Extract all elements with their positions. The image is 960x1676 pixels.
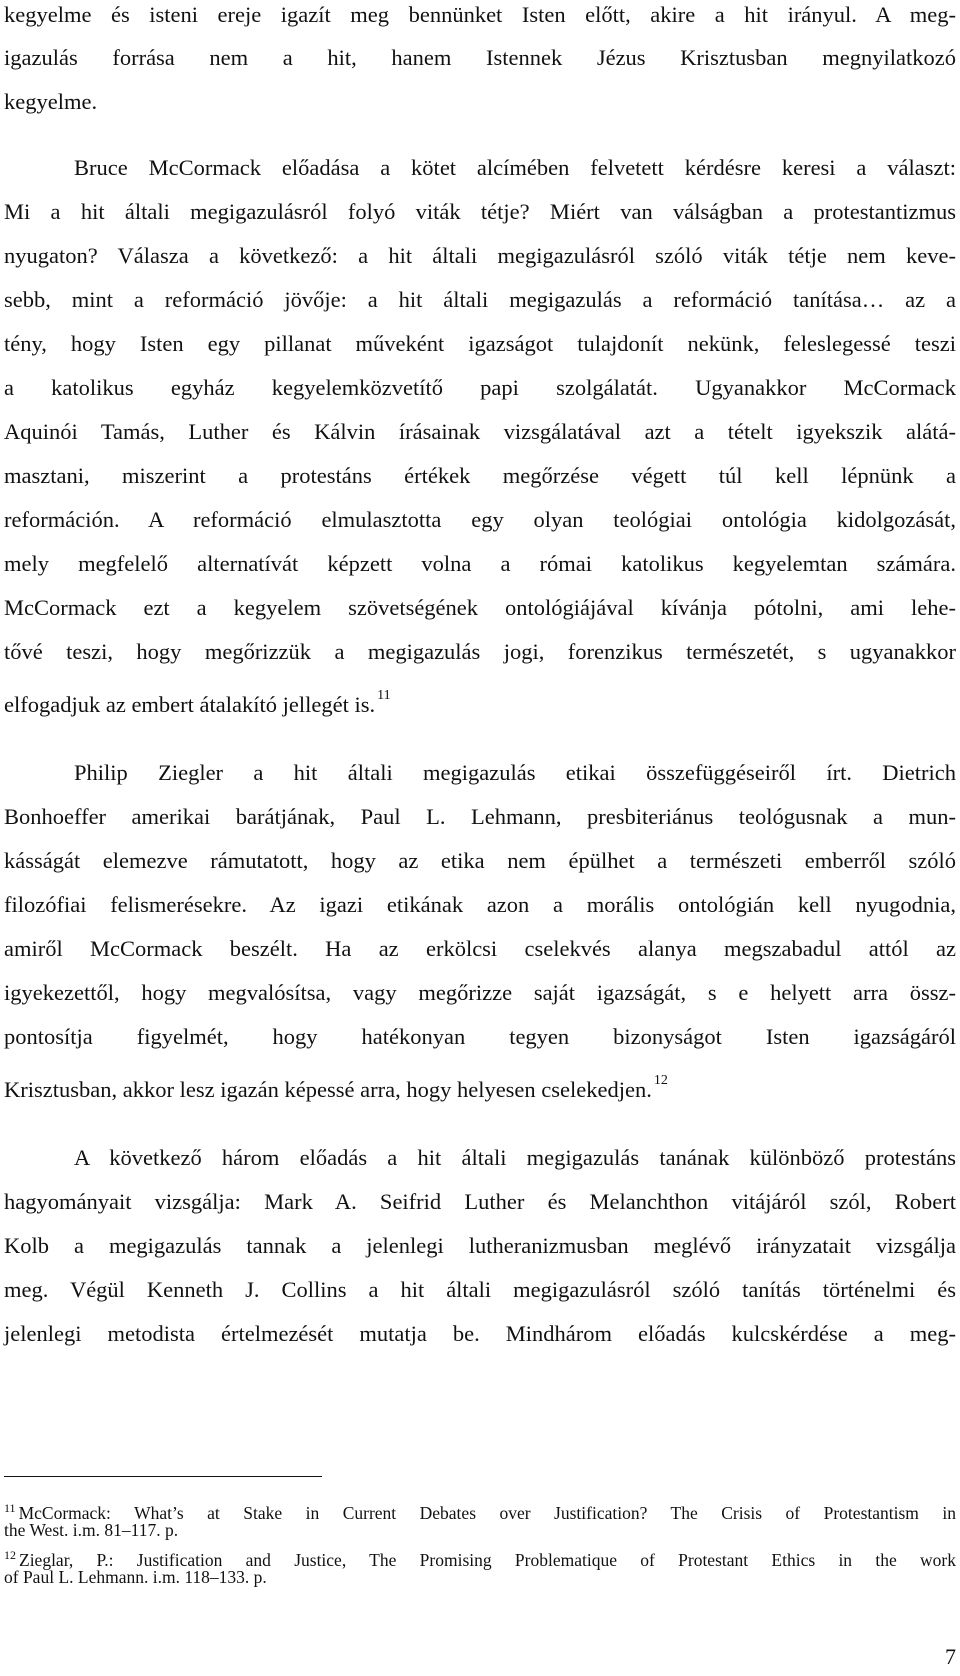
page-number: 7 <box>945 1644 956 1669</box>
text-line: igazulás forrása nem a hit, hanem Istennek Jézus Krisztusban megnyilatkozó <box>4 45 956 70</box>
text-line: jelenlegi metodista értelmezését mutatja be. Mindhárom előadás kulcskérdése a meg- <box>4 1321 956 1346</box>
footnote-line: the West. i.m. 81–117. p. <box>4 1520 179 1540</box>
text-line: masztani, miszerint a protestáns értékek megőrzése végett túl kell lépnünk a <box>4 463 956 488</box>
text-line: tővé teszi, hogy megőrizzük a megigazulás jogi, forenzikus természetét, s ugyanakkor <box>4 639 956 664</box>
text-line: igyekezettől, hogy megvalósítsa, vagy megőrizze saját igazságát, s e helyett arra össz- <box>4 980 956 1005</box>
text-line: Kolb a megigazulás tannak a jelenlegi lutheranizmusban meglévő irányzatait vizsgálja <box>4 1233 956 1258</box>
footnote-number: 11 <box>4 1501 16 1515</box>
text-line: kegyelme és isteni ereje igazít meg bennünket Isten előtt, akire a hit irányul. A meg- <box>4 2 956 27</box>
text-line: sebb, mint a reformáció jövője: a hit általi megigazulás a reformáció tanítása… az a <box>4 287 956 312</box>
text-line: hagyományait vizsgálja: Mark A. Seifrid Luther és Melanchthon vitájáról szól, Robert <box>4 1189 956 1214</box>
text-line: reformáción. A reformáció elmulasztotta egy olyan teológiai ontológia kidolgozását, <box>4 507 956 532</box>
text-line: A következő három előadás a hit általi megigazulás tanának különböző protestáns <box>74 1145 956 1170</box>
footnote-text: McCormack: What’s at Stake in Current Debates over Justification? The Crisis of Protestantism in <box>18 1503 956 1523</box>
footnote-separator <box>4 1476 322 1477</box>
text-line: Mi a hit általi megigazulásról folyó viták tétje? Miért van válságban a protestantizmus <box>4 199 956 224</box>
footnote-reference[interactable]: 11 <box>377 688 391 703</box>
footnote-number: 12 <box>4 1548 16 1562</box>
text-line: amiről McCormack beszélt. Ha az erkölcsi cselekvés alanya megszabadul attól az <box>4 936 956 961</box>
footnote-line: of Paul L. Lehmann. i.m. 118–133. p. <box>4 1567 267 1587</box>
text-line: tény, hogy Isten egy pillanat műveként igazságot tulajdonít nekünk, feleslegessé teszi <box>4 331 956 356</box>
text-line <box>4 681 956 720</box>
text-line: filozófiai felismerésekre. Az igazi etikának azon a morális ontológián kell nyugodnia, <box>4 892 956 917</box>
text-line: Bruce McCormack előadása a kötet alcímében felvetett kérdésre keresi a választ: <box>74 155 956 180</box>
text-line: mely megfelelő alternatívát képzett volna a római katolikus kegyelemtan számára. <box>4 551 956 576</box>
footnote-text: Zieglar, P.: Justification and Justice, The Promising Problematique of Protestant Ethics in the work <box>19 1550 956 1570</box>
footnote-reference[interactable]: 12 <box>653 1073 668 1088</box>
text-line: pontosítja figyelmét, hogy hatékonyan tegyen bizonyságot Isten igazságáról <box>4 1024 956 1049</box>
text-line: nyugaton? Válasza a következő: a hit általi megigazulásról szóló viták tétje nem keve- <box>4 243 956 268</box>
text-line: Aquinói Tamás, Luther és Kálvin írásainak vizsgálatával azt a tételt igyekszik alátá- <box>4 419 956 444</box>
text-line: Philip Ziegler a hit általi megigazulás etikai összefüggéseiről írt. Dietrich <box>74 760 956 785</box>
text-line: kegyelme. <box>4 89 98 114</box>
text-line-content: elfogadjuk az embert átalakító jellegét is. <box>4 692 376 717</box>
text-line: Bonhoeffer amerikai barátjának, Paul L. Lehmann, presbiteriánus teológusnak a mun- <box>4 804 956 829</box>
text-line-content: Krisztusban, akkor lesz igazán képessé arra, hogy helyesen cselekedjen. <box>4 1077 652 1102</box>
text-line: kásságát elemezve rámutatott, hogy az etika nem épülhet a természeti emberről szóló <box>4 848 956 873</box>
text-line: a katolikus egyház kegyelemközvetítő papi szolgálatát. Ugyanakkor McCormack <box>4 375 956 400</box>
text-line: McCormack ezt a kegyelem szövetségének ontológiájával kívánja pótolni, ami lehe- <box>4 595 956 620</box>
text-line <box>4 1066 956 1105</box>
text-line: meg. Végül Kenneth J. Collins a hit általi megigazulásról szóló tanítás történelmi és <box>4 1277 956 1302</box>
